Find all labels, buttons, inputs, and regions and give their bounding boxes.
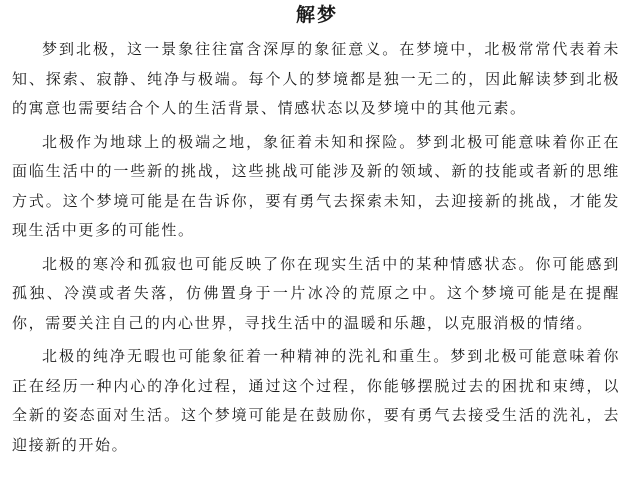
document-body <box>12 35 620 464</box>
paragraph-4: 北极的纯净无暇也可能象征着一种精神的洗礼和重生。梦到北极可能意味着你正在经历一种内心的净化过程，通过这个过程，你能够摆脱过去的困扰和束缚，以全新的姿态面对生活。这个梦境可能是在鼓励你，要有勇气去接受生活的洗礼，去迎接新的开始。 <box>12 347 620 454</box>
paragraph-2: 北极作为地球上的极端之地，象征着未知和探险。梦到北极可能意味着你正在面临生活中的一些新的挑战，这些挑战可能涉及新的领域、新的技能或者新的思维方式。这个梦境可能是在告诉你，要有勇气去探索未知，去迎接新的挑战，才能发现生活中更多的可能性。 <box>12 132 620 239</box>
document-title: 解梦 <box>295 4 338 26</box>
paragraph-1: 梦到北极，这一景象往往富含深厚的象征意义。在梦境中，北极常常代表着未知、探索、寂静、纯净与极端。每个人的梦境都是独一无二的，因此解读梦到北极的寓意也需要结合个人的生活背景、情感状态以及梦境中的其他元素。 <box>12 40 620 117</box>
paragraph-3: 北极的寒冷和孤寂也可能反映了你在现实生活中的某种情感状态。你可能感到孤独、冷漠或者失落，仿佛置身于一片冰冷的荒原之中。这个梦境可能是在提醒你，需要关注自己的内心世界，寻找生活中的温暖和乐趣，以克服消极的情绪。 <box>12 254 620 332</box>
